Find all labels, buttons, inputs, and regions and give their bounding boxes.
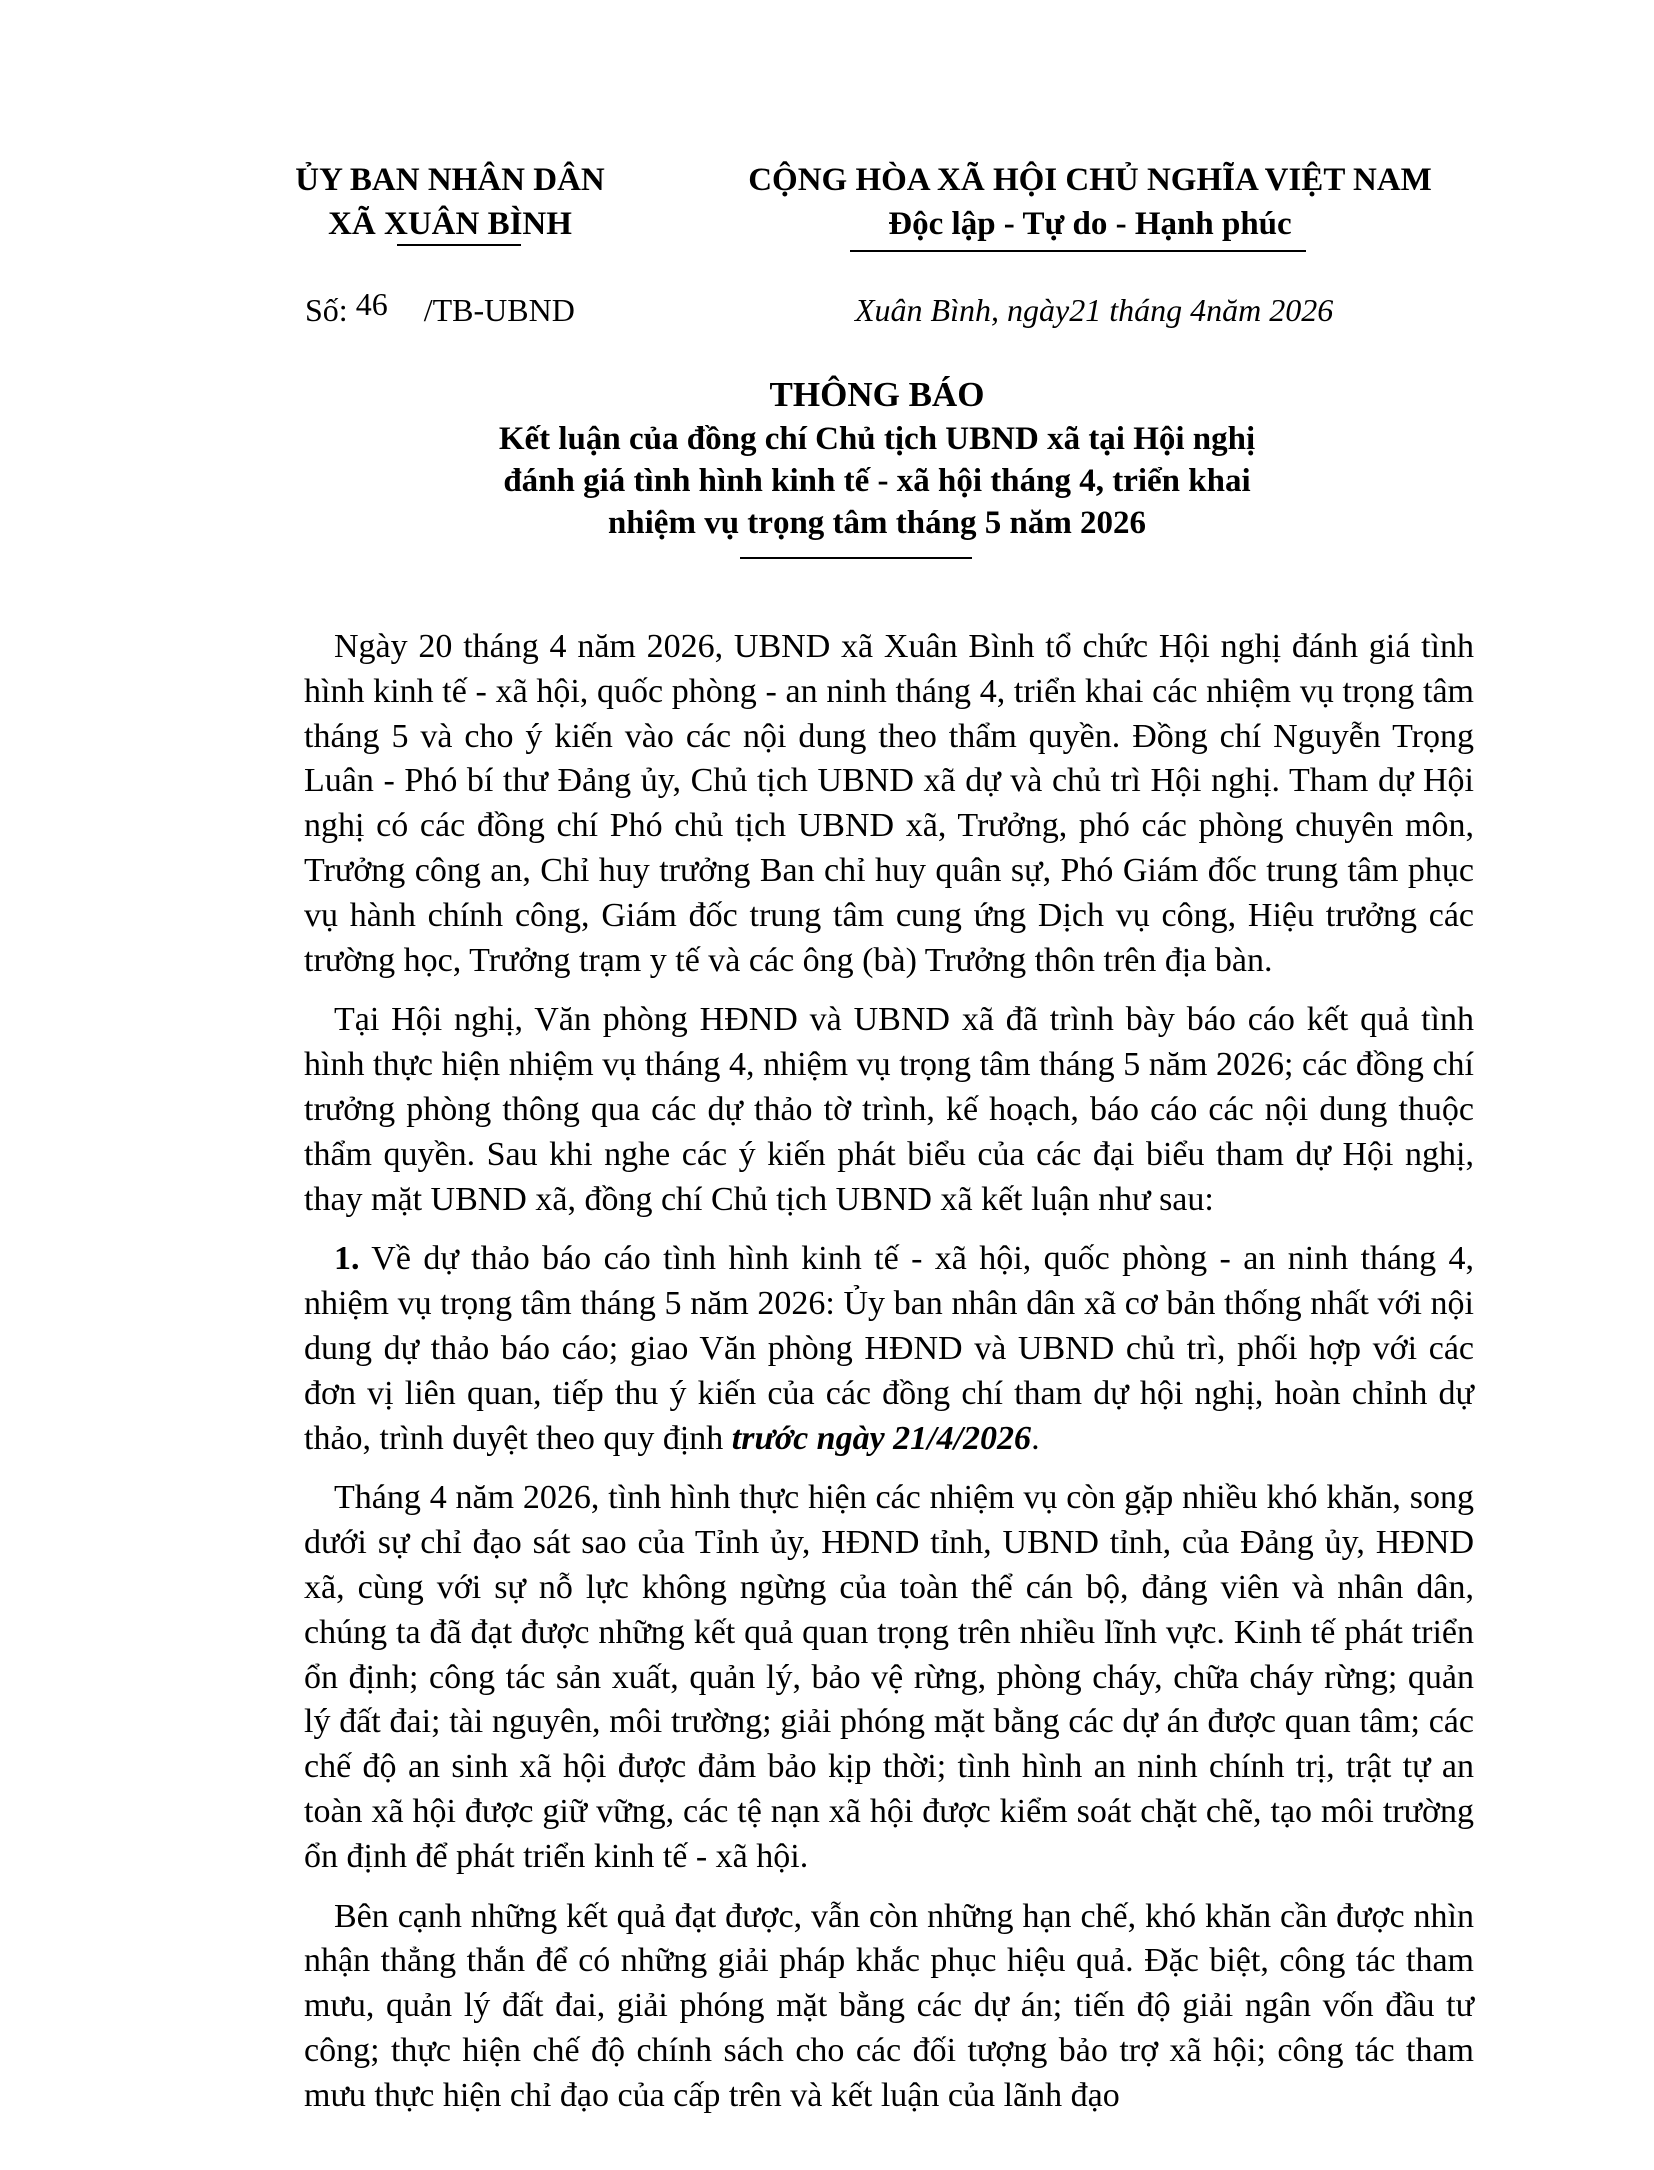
document-title: THÔNG BÁO [769, 375, 985, 414]
issuing-authority [250, 158, 650, 246]
item-text: Về dự thảo báo cáo tình hình kinh tế - xã hội, quốc phòng - an ninh tháng 4, nhiệm vụ trọng tâm tháng 5 năm 2026: Ủy ban nhân dân xã cơ bản thống nhất với nội dung dự thảo báo cáo; giao Văn phòng HĐND và UBND chủ trì, phối hợp với các đơn vị liên quan, tiếp thu ý kiến của các đồng chí tham dự hội nghị, hoàn chỉnh dự thảo, trình duyệt theo quy định [304, 1240, 1474, 1457]
title-underline [740, 557, 972, 559]
paragraph-2: Tại Hội nghị, Văn phòng HĐND và UBND xã đã trình bày báo cáo kết quả tình hình thực hiện nhiệm vụ tháng 4, nhiệm vụ trọng tâm tháng 5 năm 2026; các đồng chí trưởng phòng thông qua các dự thảo tờ trình, kế hoạch, báo cáo các nội dung thuộc thẩm quyền. Sau khi nghe các ý kiến phát biểu của các đại biểu tham dự Hội nghị, thay mặt UBND xã, đồng chí Chủ tịch UBND xã kết luận như sau: [304, 1001, 1474, 1218]
number-suffix: /TB-UBND [423, 292, 575, 328]
item-end: . [1031, 1419, 1040, 1457]
subtitle-line-2: đánh giá tình hình kinh tế - xã hội tháng 4, triển khai [503, 463, 1251, 499]
subtitle-line-3: nhiệm vụ trọng tâm tháng 5 năm 2026 [607, 505, 1147, 541]
item-number: 1. [334, 1240, 360, 1278]
country-name: CỘNG HÒA XÃ HỘI CHỦ NGHĨA VIỆT NAM [748, 162, 1432, 198]
motto: Độc lập - Tự do - Hạnh phúc [888, 206, 1292, 242]
paragraph-1: Ngày 20 tháng 4 năm 2026, UBND xã Xuân Bình tổ chức Hội nghị đánh giá tình hình kinh tế - xã hội, quốc phòng - an ninh tháng 4, triển khai các nhiệm vụ trọng tâm tháng 5 và cho ý kiến vào các nội dung theo thẩm quyền. Đồng chí Nguyễn Trọng Luân - Phó bí thư Đảng ủy, Chủ tịch UBND xã dự và chủ trì Hội nghị. Tham dự Hội nghị có các đồng chí Phó chủ tịch UBND xã, Trưởng, phó các phòng chuyên môn, Trưởng công an, Chỉ huy trưởng Ban chỉ huy quân sự, Phó Giám đốc trung tâm phục vụ hành chính công, Giám đốc trung tâm cung ứng Dịch vụ công, Hiệu trưởng các trường học, Trưởng trạm y tế và các ông (bà) Trưởng thôn trên địa bàn. [304, 628, 1474, 979]
place-date: Xuân Bình, ngày21 tháng 4năm 2026 [855, 292, 1334, 328]
national-motto [700, 158, 1480, 246]
paragraph-5: Bên cạnh những kết quả đạt được, vẫn còn những hạn chế, khó khăn cần được nhìn nhận thẳng thắn để có những giải pháp khắc phục hiệu quả. Đặc biệt, công tác tham mưu, quản lý đất đai, giải phóng mặt bằng các dự án; tiến độ giải ngân vốn đầu tư công; thực hiện chế độ chính sách cho các đối tượng bảo trợ xã hội; công tác tham mưu thực hiện chỉ đạo của cấp trên và kết luận của lãnh đạo [304, 1897, 1474, 2114]
number-label: Số: [305, 292, 348, 328]
authority-line-1: ỦY BAN NHÂN DÂN [295, 162, 605, 198]
deadline-emphasis: trước ngày 21/4/2026 [731, 1419, 1032, 1457]
number-value: 46 [355, 286, 388, 322]
paragraph-4: Tháng 4 năm 2026, tình hình thực hiện các nhiệm vụ còn gặp nhiều khó khăn, song dưới sự chỉ đạo sát sao của Tỉnh ủy, HĐND tỉnh, UBND tỉnh, của Đảng ủy, HĐND xã, cùng với sự nỗ lực không ngừng của toàn thể cán bộ, đảng viên và nhân dân, chúng ta đã đạt được những kết quả quan trọng trên nhiều lĩnh vực. Kinh tế phát triển ổn định; công tác sản xuất, quản lý, bảo vệ rừng, phòng cháy, chữa cháy rừng; quản lý đất đai; tài nguyên, môi trường; giải phóng mặt bằng các dự án được quan tâm; các chế độ an sinh xã hội được đảm bảo kịp thời; tình hình an ninh chính trị, trật tự an toàn xã hội được giữ vững, các tệ nạn xã hội được kiểm soát chặt chẽ, tạo môi trường ổn định để phát triển kinh tế - xã hội. [304, 1479, 1474, 1875]
subtitle-line-1: Kết luận của đồng chí Chủ tịch UBND xã tại Hội nghị [498, 421, 1256, 457]
paragraph-3 [304, 1237, 1474, 1461]
document-number [305, 286, 575, 330]
authority-underline [397, 244, 521, 246]
document-title-block [300, 372, 1454, 544]
document-body [304, 625, 1474, 2134]
authority-line-2: XÃ XUÂN BÌNH [328, 206, 572, 242]
motto-underline [850, 250, 1306, 252]
